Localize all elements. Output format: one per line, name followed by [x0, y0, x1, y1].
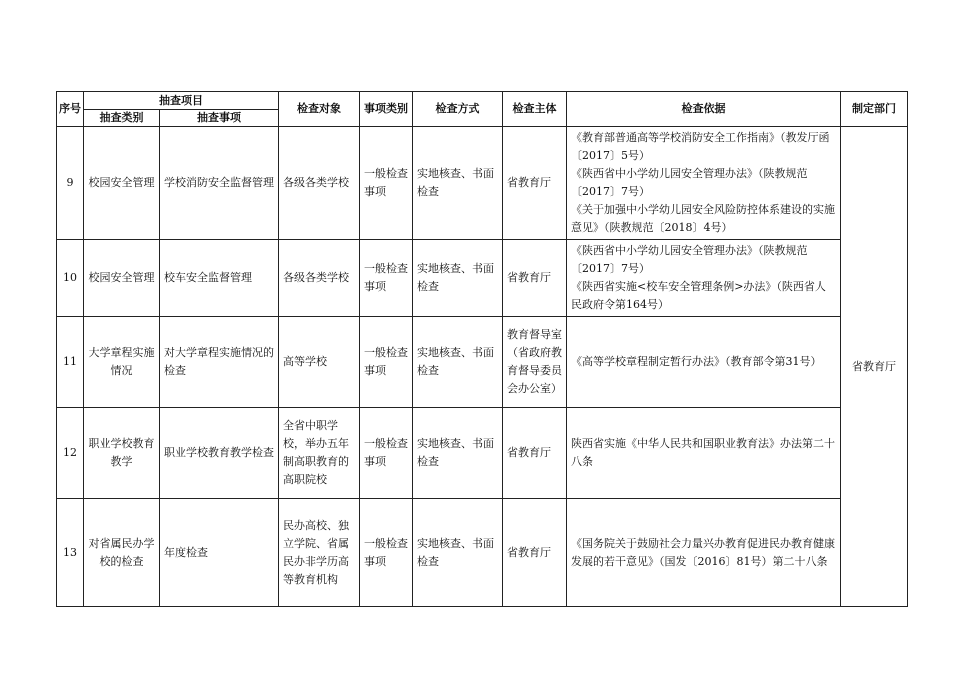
row-type: 一般检查事项 — [360, 499, 413, 607]
header-project-group: 抽查项目 — [84, 92, 279, 110]
row-body: 教育督导室（省政府教育督导委员会办公室） — [503, 317, 567, 408]
basis-entry: 《关于加强中小学幼儿园安全风险防控体系建设的实施意见》（陕教规范〔2018〕4号） — [571, 203, 835, 234]
row-target: 各级各类学校 — [279, 127, 360, 240]
basis-entry: 《高等学校章程制定暂行办法》（教育部令第31号） — [571, 355, 822, 368]
header-dept: 制定部门 — [841, 92, 908, 127]
row-method: 实地核查、书面检查 — [413, 317, 503, 408]
basis-entry: 《陕西省中小学幼儿园安全管理办法》（陕教规范〔2017〕7号） — [571, 244, 808, 275]
row-num: 10 — [57, 240, 84, 317]
header-target: 检查对象 — [279, 92, 360, 127]
row-type: 一般检查事项 — [360, 240, 413, 317]
row-target: 各级各类学校 — [279, 240, 360, 317]
row-item: 校车安全监督管理 — [160, 240, 279, 317]
row-type: 一般检查事项 — [360, 127, 413, 240]
row-basis — [567, 317, 841, 408]
row-category: 对省属民办学校的检查 — [84, 499, 160, 607]
row-body: 省教育厅 — [503, 499, 567, 607]
header-body: 检查主体 — [503, 92, 567, 127]
row-item: 学校消防安全监督管理 — [160, 127, 279, 240]
basis-entry: 《国务院关于鼓励社会力量兴办教育促进民办教育健康发展的若干意见》（国发〔2016〕81号）第二十八条 — [571, 536, 835, 568]
row-basis — [567, 240, 841, 317]
row-method: 实地核查、书面检查 — [413, 127, 503, 240]
row-category: 校园安全管理 — [84, 240, 160, 317]
header-method: 检查方式 — [413, 92, 503, 127]
row-body: 省教育厅 — [503, 240, 567, 317]
row-item: 职业学校教育教学检查 — [160, 408, 279, 499]
row-method: 实地核查、书面检查 — [413, 408, 503, 499]
basis-entry: 《教育部普通高等学校消防安全工作指南》（教发厅函〔2017〕5号） — [571, 131, 830, 162]
row-num: 9 — [57, 127, 84, 240]
row-item: 对大学章程实施情况的检查 — [160, 317, 279, 408]
row-category: 职业学校教育教学 — [84, 408, 160, 499]
row-num: 13 — [57, 499, 84, 607]
table-row — [57, 408, 908, 499]
row-category: 校园安全管理 — [84, 127, 160, 240]
row-category: 大学章程实施情况 — [84, 317, 160, 408]
row-body: 省教育厅 — [503, 408, 567, 499]
header-basis: 检查依据 — [567, 92, 841, 127]
basis-entry: 《陕西省实施<校车安全管理条例>办法》（陕西省人民政府令第164号） — [571, 280, 826, 311]
header-type: 事项类别 — [360, 92, 413, 127]
basis-entry: 《陕西省中小学幼儿园安全管理办法》（陕教规范〔2017〕7号） — [571, 167, 808, 198]
row-basis — [567, 408, 841, 499]
row-target: 民办高校、独立学院、省属民办非学历高等教育机构 — [279, 499, 360, 607]
basis-entry: 陕西省实施《中华人民共和国职业教育法》办法第二十八条 — [571, 437, 835, 468]
table-row — [57, 127, 908, 240]
table-row — [57, 499, 908, 607]
table-row — [57, 317, 908, 408]
row-method: 实地核查、书面检查 — [413, 240, 503, 317]
header-item: 抽查事项 — [160, 110, 279, 127]
row-body: 省教育厅 — [503, 127, 567, 240]
row-method: 实地核查、书面检查 — [413, 499, 503, 607]
header-num: 序号 — [57, 92, 84, 127]
table-header — [57, 92, 908, 127]
row-type: 一般检查事项 — [360, 408, 413, 499]
row-target: 全省中职学校，举办五年制高职教育的高职院校 — [279, 408, 360, 499]
inspection-table — [56, 91, 908, 607]
row-type: 一般检查事项 — [360, 317, 413, 408]
row-item: 年度检查 — [160, 499, 279, 607]
table-row — [57, 240, 908, 317]
row-dept: 省教育厅 — [841, 127, 908, 607]
header-category: 抽查类别 — [84, 110, 160, 127]
row-target: 高等学校 — [279, 317, 360, 408]
row-basis — [567, 127, 841, 240]
row-num: 12 — [57, 408, 84, 499]
row-basis — [567, 499, 841, 607]
row-num: 11 — [57, 317, 84, 408]
